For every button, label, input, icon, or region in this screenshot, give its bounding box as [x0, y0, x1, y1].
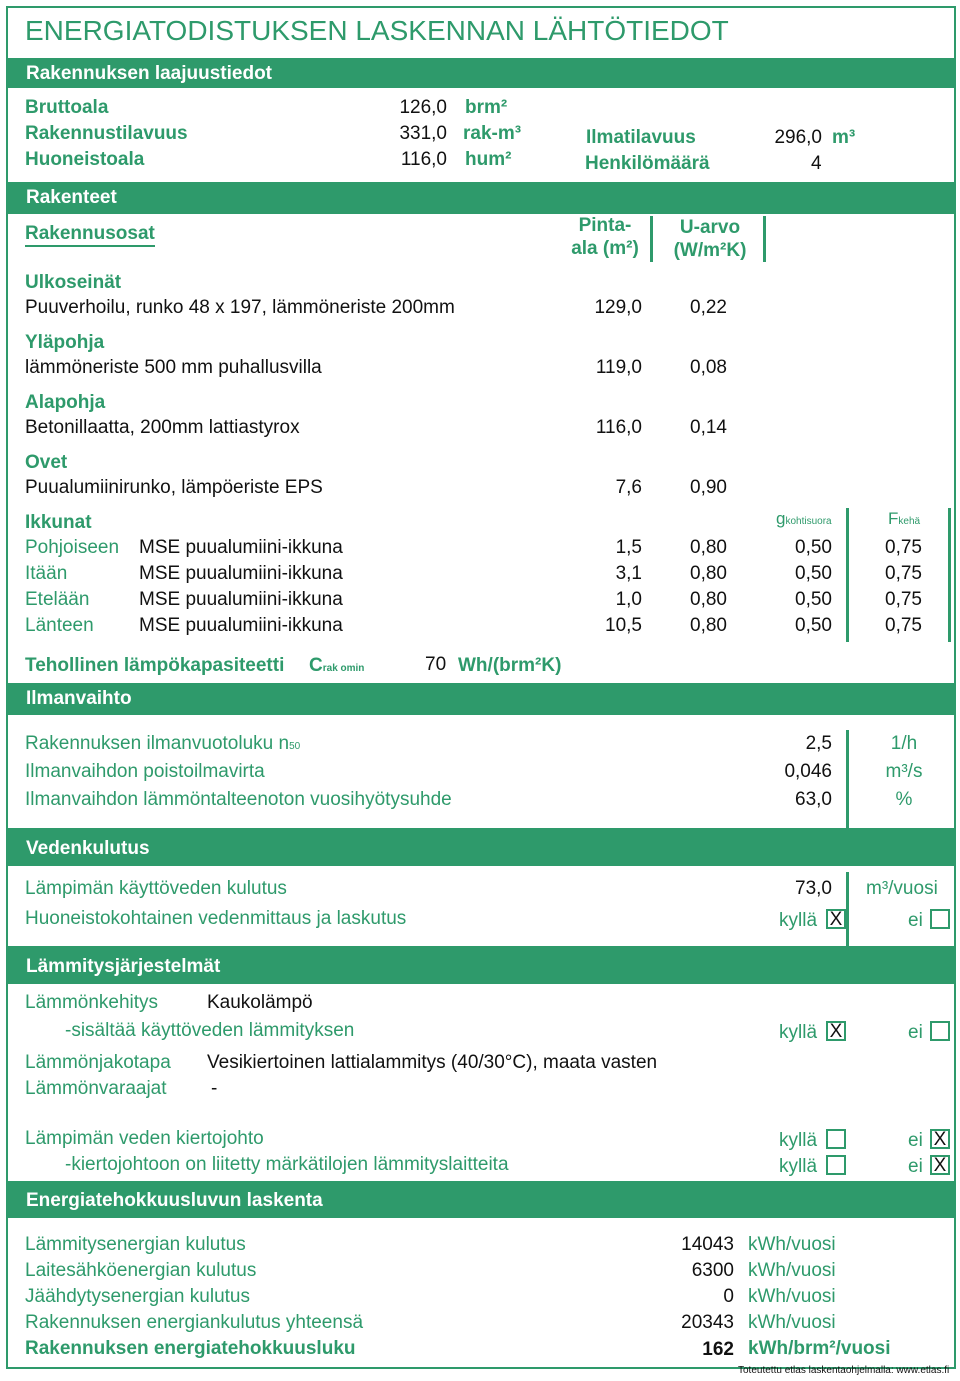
kapasiteetti-c: C — [309, 655, 323, 676]
alapohja-area: 116,0 — [595, 417, 642, 438]
col-pinta-2: ala (m²) — [571, 238, 639, 259]
window-type: MSE puualumiini-ikkuna — [139, 589, 343, 610]
unit-huoneistoala: hum² — [465, 149, 512, 170]
mittaus-ei-label: ei — [908, 910, 923, 931]
energia-row-label: Rakennuksen energiankulutus yhteensä — [25, 1312, 364, 1333]
ilmanvaihto-label-text: Rakennuksen ilmanvuotoluku n — [25, 733, 290, 754]
ilmanvaihto-row-value: 63,0 — [795, 789, 832, 810]
ilmanvaihto-label-sub: 50 — [289, 741, 301, 752]
sisaltaa-ei-label: ei — [908, 1022, 923, 1043]
unit-ilmatilavuus: m³ — [832, 127, 856, 148]
alapohja-title: Alapohja — [25, 392, 106, 413]
luku-unit: kWh/brm²/vuosi — [748, 1338, 891, 1359]
label-henkilomaara: Henkilömäärä — [585, 153, 710, 174]
header-divider-2 — [763, 216, 766, 262]
ilmanvaihto-row-label — [25, 762, 265, 781]
ulkoseinat-u: 0,22 — [690, 297, 727, 318]
ilmanvaihto-row-unit: m³/s — [885, 761, 923, 782]
window-u: 0,80 — [690, 563, 727, 584]
header-divider-1 — [650, 216, 653, 262]
energia-row-value: 6300 — [691, 1260, 734, 1281]
ilmanvaihto-row-value: 0,046 — [784, 761, 832, 782]
jakotapa-label: Lämmönjakotapa — [25, 1052, 171, 1073]
vedenkulutus-divider — [846, 872, 849, 946]
mittaus-ei-checkbox[interactable] — [930, 909, 950, 929]
alapohja-u: 0,14 — [690, 417, 727, 438]
g-label: g — [776, 509, 786, 528]
col-rakennusosat: Rakennusosat — [25, 223, 155, 247]
varaajat-label: Lämmönvaraajat — [25, 1078, 167, 1099]
lampiman-label: Lämpimän käyttöveden kulutus — [25, 878, 287, 899]
ulkoseinat-title: Ulkoseinät — [25, 272, 122, 293]
energia-row-unit: kWh/vuosi — [748, 1234, 836, 1255]
energia-row-unit: kWh/vuosi — [748, 1286, 836, 1307]
sisaltaa-ei-checkbox[interactable] — [930, 1021, 950, 1041]
window-g: 0,50 — [795, 537, 832, 558]
kapasiteetti-value: 70 — [425, 654, 447, 675]
window-g: 0,50 — [795, 563, 832, 584]
mittaus-label: Huoneistokohtainen vedenmittaus ja laskutus — [25, 908, 407, 929]
kierto-ei-label: ei — [908, 1130, 923, 1151]
lampiman-value: 73,0 — [795, 878, 832, 899]
window-u: 0,80 — [690, 589, 727, 610]
energia-row-label: Laitesähköenergian kulutus — [25, 1260, 257, 1281]
section-header-ilmanvaihto: Ilmanvaihto — [8, 683, 954, 715]
section-header-lammitys: Lämmitysjärjestelmät — [8, 946, 954, 984]
ylapohja-desc: lämmöneriste 500 mm puhallusvilla — [25, 357, 322, 378]
unit-rakennustilavuus: rak-m³ — [463, 123, 522, 144]
kapasiteetti-sub: rak omin — [322, 663, 365, 674]
mittaus-kylla-checkbox[interactable]: X — [826, 909, 846, 929]
window-type: MSE puualumiini-ikkuna — [139, 537, 343, 558]
window-area: 10,5 — [605, 615, 642, 636]
kapasiteetti-unit: Wh/(brm²K) — [458, 655, 562, 676]
value-bruttoala: 126,0 — [399, 97, 447, 118]
energia-row-label: Lämmitysenergian kulutus — [25, 1234, 246, 1255]
unit-bruttoala: brm² — [465, 97, 508, 118]
ulkoseinat-desc: Puuverhoilu, runko 48 x 197, lämmöneriste 200mm — [25, 297, 455, 318]
liitetty-kylla-label: kyllä — [779, 1156, 818, 1177]
kierto-ei-checkbox[interactable]: X — [930, 1129, 950, 1149]
sisaltaa-kylla-label: kyllä — [779, 1022, 818, 1043]
kehitys-label: Lämmönkehitys — [25, 992, 159, 1013]
value-huoneistoala: 116,0 — [400, 149, 447, 170]
f-keha-label — [888, 510, 920, 527]
window-g: 0,50 — [795, 589, 832, 610]
kierto-kylla-checkbox[interactable] — [826, 1129, 846, 1149]
col-u-2: (W/m²K) — [673, 240, 747, 261]
alapohja-desc: Betonillaatta, 200mm lattiastyrox — [25, 417, 300, 438]
label-huoneistoala: Huoneistoala — [25, 149, 145, 170]
energia-row-value: 0 — [723, 1286, 734, 1307]
window-direction: Pohjoiseen — [25, 537, 120, 558]
ylapohja-title: Yläpohja — [25, 332, 105, 353]
window-area: 3,1 — [615, 563, 642, 584]
energia-row-value: 20343 — [681, 1312, 734, 1333]
value-henkilomaara: 4 — [811, 153, 822, 174]
kierto-label: Lämpimän veden kiertojohto — [25, 1128, 264, 1149]
kierto-kylla-label: kyllä — [779, 1130, 818, 1151]
liitetty-label: -kiertojohtoon on liitetty märkätilojen lämmityslaitteita — [65, 1154, 509, 1175]
window-u: 0,80 — [690, 537, 727, 558]
window-direction: Länteen — [25, 615, 94, 636]
window-type: MSE puualumiini-ikkuna — [139, 615, 343, 636]
g-kohtisuora-label — [776, 510, 832, 527]
footer-credit: Toteutettu etlas laskentaohjelmalla: www.etlas.fi — [738, 1365, 950, 1376]
kapasiteetti-symbol — [309, 656, 364, 675]
ulkoseinat-area: 129,0 — [594, 297, 642, 318]
rakenteet-title: Rakenteet — [26, 187, 117, 208]
section-header-rakenteet — [8, 182, 954, 214]
g-sub-label: kohtisuora — [785, 516, 832, 527]
liitetty-kylla-checkbox[interactable] — [826, 1155, 846, 1175]
kapasiteetti-label: Tehollinen lämpökapasiteetti — [25, 655, 285, 676]
ikkunat-title: Ikkunat — [25, 512, 92, 533]
window-area: 1,5 — [615, 537, 642, 558]
sisaltaa-label: -sisältää käyttöveden lämmityksen — [65, 1020, 355, 1041]
ilmanvaihto-row-value: 2,5 — [805, 733, 832, 754]
window-divider-2 — [948, 508, 951, 642]
window-u: 0,80 — [690, 615, 727, 636]
luku-label: Rakennuksen energiatehokkuusluku — [25, 1338, 356, 1359]
ilmanvaihto-row-label — [25, 790, 452, 809]
label-rakennustilavuus: Rakennustilavuus — [25, 123, 188, 144]
ovet-title: Ovet — [25, 452, 68, 473]
energia-row-label: Jäähdytysenergian kulutus — [25, 1286, 250, 1307]
ilmanvaihto-row-unit: 1/h — [890, 733, 918, 754]
lampiman-unit: m³/vuosi — [866, 878, 938, 899]
ilmanvaihto-row-unit: % — [895, 789, 913, 810]
ylapohja-area: 119,0 — [595, 357, 642, 378]
energia-row-unit: kWh/vuosi — [748, 1260, 836, 1281]
f-sub-label: kehä — [898, 516, 921, 527]
ilmanvaihto-label-text: Ilmanvaihdon lämmöntalteenoton vuosihyötysuhde — [25, 789, 452, 810]
luku-value: 162 — [702, 1339, 734, 1360]
value-rakennustilavuus: 331,0 — [399, 123, 447, 144]
window-type: MSE puualumiini-ikkuna — [139, 563, 343, 584]
jakotapa-value: Vesikiertoinen lattialammitys (40/30°C), maata vasten — [207, 1052, 658, 1073]
energia-row-unit: kWh/vuosi — [748, 1312, 836, 1333]
window-area: 1,0 — [615, 589, 642, 610]
liitetty-ei-label: ei — [908, 1156, 923, 1177]
kehitys-value: Kaukolämpö — [207, 992, 313, 1013]
energia-row-value: 14043 — [681, 1234, 734, 1255]
value-ilmatilavuus: 296,0 — [774, 127, 822, 148]
sisaltaa-kylla-checkbox[interactable]: X — [826, 1021, 846, 1041]
ovet-area: 7,6 — [615, 477, 642, 498]
window-direction: Etelään — [25, 589, 90, 610]
section-header-vedenkulutus: Vedenkulutus — [8, 828, 954, 866]
mittaus-kylla-label: kyllä — [779, 910, 818, 931]
ovet-desc: Puualumiinirunko, lämpöeriste EPS — [25, 477, 323, 498]
window-f: 0,75 — [885, 615, 922, 636]
window-f: 0,75 — [885, 589, 922, 610]
window-direction: Itään — [25, 563, 68, 584]
varaajat-value: - — [211, 1078, 218, 1099]
section-header-laajuus: Rakennuksen laajuustiedot — [8, 58, 954, 88]
liitetty-ei-checkbox[interactable]: X — [930, 1155, 950, 1175]
ovet-u: 0,90 — [690, 477, 727, 498]
window-g: 0,50 — [795, 615, 832, 636]
window-f: 0,75 — [885, 563, 922, 584]
window-divider-1 — [846, 508, 849, 642]
f-label: F — [888, 509, 899, 528]
col-pinta-1: Pinta- — [578, 215, 632, 236]
col-u-1: U-arvo — [679, 217, 741, 238]
ilmanvaihto-label-text: Ilmanvaihdon poistoilmavirta — [25, 761, 265, 782]
ilmanvaihto-divider — [846, 730, 849, 828]
page-title: ENERGIATODISTUKSEN LASKENNAN LÄHTÖTIEDOT — [25, 15, 729, 46]
ilmanvaihto-row-label — [25, 734, 300, 753]
label-bruttoala: Bruttoala — [25, 97, 109, 118]
label-ilmatilavuus: Ilmatilavuus — [586, 127, 696, 148]
section-header-energia: Energiatehokkuusluvun laskenta — [8, 1181, 954, 1218]
window-f: 0,75 — [885, 537, 922, 558]
ylapohja-u: 0,08 — [690, 357, 727, 378]
